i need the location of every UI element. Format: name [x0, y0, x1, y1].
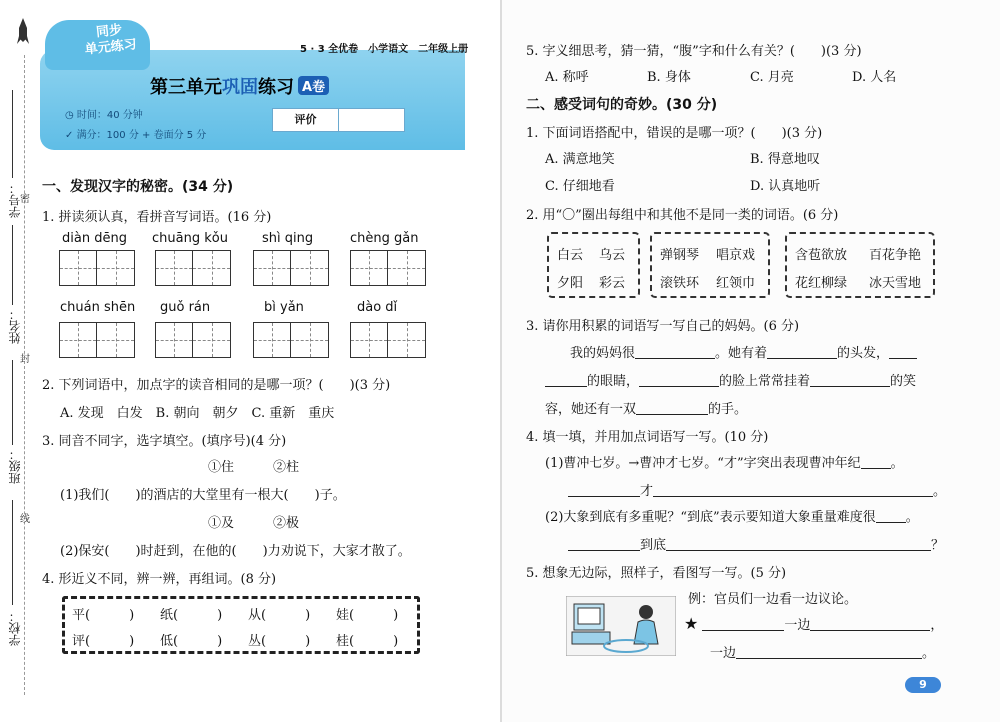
- answer-line-1: ★ 一边 ，: [684, 614, 944, 633]
- word-item[interactable]: 白云: [557, 248, 584, 263]
- text-span: 容，她还有一双: [545, 402, 637, 417]
- writing-grid[interactable]: [350, 250, 426, 286]
- name-field[interactable]: [12, 225, 13, 305]
- word-blank[interactable]: 丛( ): [248, 634, 311, 649]
- word-item[interactable]: 百花争艳: [869, 248, 922, 263]
- word-blank[interactable]: 低( ): [160, 634, 223, 649]
- word-blank[interactable]: 娃( ): [336, 608, 399, 623]
- question-4: 4. 形近义不同，辨一辨，再组词。(8 分): [42, 572, 277, 587]
- section-2-question-1: 1. 下面词语搭配中，错误的是哪一项？( )(3 分): [526, 126, 823, 141]
- fill-blank[interactable]: [545, 373, 587, 387]
- word-item[interactable]: 花红柳绿: [795, 276, 848, 291]
- fill-blank[interactable]: [639, 373, 719, 387]
- full-score-text: 满分：100 分 + 卷面分 5 分: [76, 130, 207, 141]
- section-2-question-3: 3. 请你用积累的词语写一写自己的妈妈。(6 分): [526, 319, 800, 334]
- title-highlight: 巩固: [222, 77, 258, 98]
- clock-icon: ◷: [65, 110, 77, 121]
- fill-blank[interactable]: [568, 483, 640, 497]
- text-span: (1)曹冲七岁。→曹冲才七岁。“才”字突出表现曹冲年纪: [545, 456, 861, 471]
- page-spine: [500, 0, 502, 722]
- word-item[interactable]: 红领巾: [716, 276, 756, 291]
- text-span: 的笑: [890, 374, 917, 389]
- series-label: 5 · 3 全优卷 小学语文 二年级上册: [300, 44, 469, 55]
- answer-line-2: 一边 。: [710, 646, 936, 661]
- pinyin-prompt: chuāng kǒu: [152, 231, 228, 246]
- fill-blank[interactable]: [876, 509, 906, 523]
- score-box: [272, 108, 405, 132]
- question-3: 3. 同音不同字，选字填空。(填序号)(4 分): [42, 434, 287, 449]
- word-group-1: [547, 232, 640, 298]
- fill-blank[interactable]: [767, 345, 837, 359]
- word-item[interactable]: 冰天雪地: [869, 276, 922, 291]
- fill-blank[interactable]: [635, 345, 715, 359]
- cut-mark-seal: 封: [20, 354, 30, 365]
- text-span: (2)大象到底有多重呢？“到底”表示要知道大象重量难度很: [545, 510, 876, 525]
- school-label: 学校：: [8, 610, 22, 646]
- option-a[interactable]: A. 满意地笑: [545, 152, 615, 167]
- word-item[interactable]: 含苞欲放: [795, 248, 848, 263]
- name-label: 姓名：: [8, 308, 22, 344]
- section-2-question-4: 4. 填一填，并用加点词语写一写。(10 分): [526, 430, 769, 445]
- score-label: 评价: [273, 109, 339, 131]
- fill-blank[interactable]: [861, 455, 891, 469]
- word-choices-1: ①住 ②柱: [208, 460, 300, 475]
- section-2-question-2: 2. 用“〇”圈出每组中和其他不是同一类的词语。(6 分): [526, 208, 839, 223]
- class-field[interactable]: [12, 360, 13, 445]
- word-blank[interactable]: 评( ): [72, 634, 135, 649]
- pinyin-prompt: dào dǐ: [357, 300, 398, 315]
- rocket-icon: [17, 18, 29, 46]
- section-2-question-5: 5. 想象无边际，照样子，看图写一写。(5 分): [526, 566, 787, 581]
- school-field[interactable]: [12, 500, 13, 605]
- word-choices-2: ①及 ②极: [208, 516, 300, 531]
- section-1-heading: 一、发现汉字的秘密。(34 分): [42, 179, 234, 195]
- word-blank[interactable]: 平( ): [72, 608, 135, 623]
- fill-blank[interactable]: [666, 537, 931, 551]
- word-group-2: [650, 232, 770, 298]
- text-span: 的手。: [708, 402, 748, 417]
- writing-grid[interactable]: [253, 322, 329, 358]
- question-4-answer-1: 才 。: [568, 480, 946, 499]
- pinyin-prompt: chuán shēn: [60, 300, 136, 315]
- full-score: [65, 126, 206, 141]
- writing-grid[interactable]: [155, 250, 231, 286]
- question-4-part-1: (1)曹冲七岁。→曹冲才七岁。“才”字突出表现曹冲年纪 。: [545, 456, 904, 471]
- word-blank[interactable]: 从( ): [248, 608, 311, 623]
- option-c[interactable]: C. 仔细地看: [545, 179, 615, 194]
- option-c[interactable]: C. 月亮: [750, 70, 794, 85]
- time-limit: [65, 106, 143, 121]
- fill-blank[interactable]: [810, 373, 890, 387]
- question-2-options: A. 发现 白发 B. 朝向 朝夕 C. 重新 重庆: [60, 406, 335, 421]
- writing-grid[interactable]: [350, 322, 426, 358]
- page-number: 9: [905, 677, 941, 693]
- section-2-heading: 二、感受词句的奇妙。(30 分): [526, 97, 718, 113]
- option-a[interactable]: A. 称呼: [545, 70, 589, 85]
- text-span: 的眼睛，: [587, 374, 640, 389]
- text-span: 的头发，: [837, 346, 890, 361]
- tag-line-1: 同步: [95, 22, 123, 41]
- score-input[interactable]: [339, 109, 404, 131]
- cut-line: [24, 55, 25, 695]
- writing-grid[interactable]: [59, 250, 135, 286]
- keyword: 才: [640, 484, 654, 499]
- writing-grid[interactable]: [59, 322, 135, 358]
- student-id-label: 学号：: [8, 182, 22, 218]
- word-item[interactable]: 彩云: [599, 276, 626, 291]
- word-row-1: [72, 604, 424, 623]
- writing-grid[interactable]: [253, 250, 329, 286]
- pinyin-prompt: shì qing: [262, 231, 314, 246]
- pinyin-prompt: diàn dēng: [62, 231, 127, 246]
- option-b[interactable]: B. 得意地叹: [750, 152, 820, 167]
- word-blank[interactable]: 桂( ): [336, 634, 399, 649]
- pinyin-prompt: bì yǎn: [264, 300, 304, 315]
- fill-blank[interactable]: [889, 345, 917, 359]
- mom-paragraph-line-2: [545, 370, 916, 389]
- officials-illustration: [566, 596, 676, 656]
- pinyin-prompt: chèng gǎn: [350, 231, 419, 246]
- fill-blank[interactable]: [810, 617, 930, 631]
- word-item[interactable]: 滚铁环: [660, 276, 700, 291]
- keyword: 一边: [784, 618, 811, 633]
- fill-blank[interactable]: [653, 483, 933, 497]
- mom-paragraph-line-1: [570, 342, 917, 361]
- class-label: 班级：: [8, 448, 22, 484]
- binding-strip: [0, 0, 40, 722]
- level-badge: A卷: [298, 76, 329, 95]
- option-d[interactable]: D. 认真地听: [750, 179, 821, 194]
- title-part: 练习: [258, 77, 294, 98]
- fill-blank[interactable]: [568, 537, 640, 551]
- text-span: 。她有着: [715, 346, 768, 361]
- writing-grid[interactable]: [155, 322, 231, 358]
- star-icon: ★: [684, 614, 699, 633]
- fill-blank[interactable]: [636, 401, 708, 415]
- question-2: 2. 下列词语中，加点字的读音相同的是哪一项？( )(3 分): [42, 378, 391, 393]
- text-span: 我的妈妈很: [570, 346, 636, 361]
- word-item[interactable]: 唱京戏: [716, 248, 756, 263]
- option-d[interactable]: D. 人名: [852, 70, 897, 85]
- word-group-3: [785, 232, 935, 298]
- cut-mark-line: 线: [20, 514, 30, 525]
- example-sentence: 例：官员们一边看一边议论。: [688, 592, 858, 607]
- keyword: 到底: [640, 538, 667, 553]
- cut-mark-seal: 密: [20, 194, 30, 205]
- student-id-field[interactable]: [12, 90, 13, 178]
- word-blank[interactable]: 纸( ): [160, 608, 223, 623]
- time-text: 时间：40 分钟: [76, 110, 143, 121]
- question-4-answer-2: 到底 ？: [568, 534, 944, 553]
- fill-blank[interactable]: [702, 617, 784, 631]
- option-b[interactable]: B. 身体: [647, 70, 691, 85]
- word-item[interactable]: 夕阳: [557, 276, 584, 291]
- question-3-sentence-2: (2)保安( )时赶到，在他的( )力劝说下，大家才散了。: [60, 544, 411, 559]
- word-item[interactable]: 弹钢琴: [660, 248, 700, 263]
- question-4-part-2: (2)大象到底有多重呢？“到底”表示要知道大象重量难度很 。: [545, 510, 919, 525]
- text-span: 的脸上常常挂着: [719, 374, 811, 389]
- mom-paragraph-line-3: [545, 398, 747, 417]
- keyword: 一边: [710, 646, 737, 661]
- pinyin-prompt: guǒ rán: [160, 300, 211, 315]
- fill-blank[interactable]: [736, 645, 922, 659]
- question-3-sentence-1: (1)我们( )的酒店的大堂里有一根大( )子。: [60, 488, 346, 503]
- question-5: 5. 字义细思考，猜一猜，“腹”字和什么有关？( )(3 分): [526, 44, 862, 59]
- question-1: 1. 拼读须认真，看拼音写词语。(16 分): [42, 210, 272, 225]
- check-icon: ✓: [65, 130, 77, 141]
- word-row-2: [72, 630, 424, 649]
- title-part: 第三单元: [150, 77, 222, 98]
- word-item[interactable]: 乌云: [599, 248, 626, 263]
- page-title: [150, 73, 329, 99]
- tag-line-2: 单元练习: [84, 37, 138, 58]
